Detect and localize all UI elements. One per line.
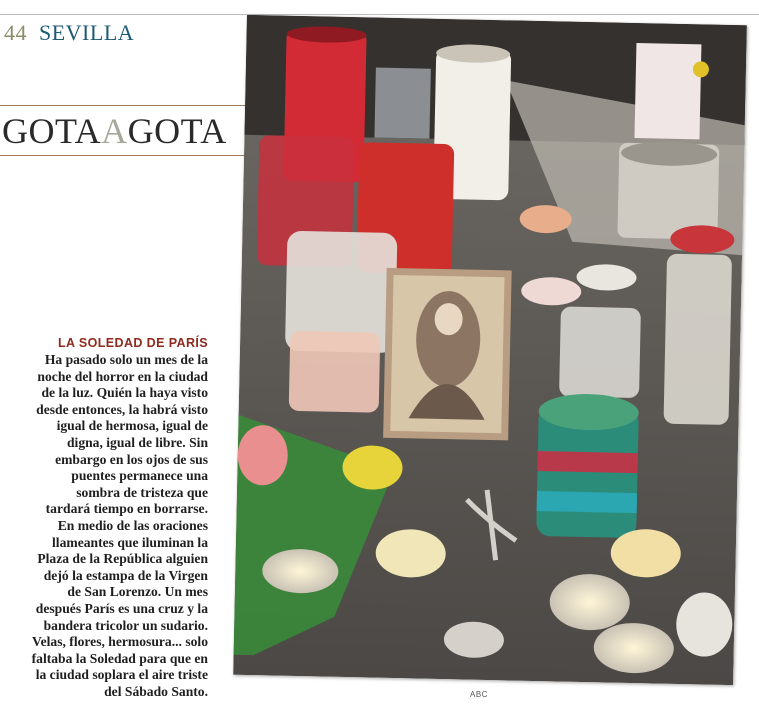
body-line: Ha pasado solo un mes de la bbox=[44, 352, 208, 367]
body-line: bandera tricolor un sudario. bbox=[43, 617, 208, 633]
body-line: En medio de las oraciones bbox=[57, 517, 208, 533]
candles-illustration bbox=[233, 15, 747, 685]
body-line: digna, igual de libre. Sin bbox=[66, 434, 208, 450]
photo-credit: ABC bbox=[470, 690, 488, 699]
column-title-middle: A bbox=[101, 111, 128, 151]
body-line: Velas, flores, hermosura... solo bbox=[32, 634, 208, 650]
body-line: después París es una cruz y la bbox=[35, 600, 208, 616]
body-line: embargo en los ojos de sus bbox=[55, 451, 208, 467]
body-line: desde entonces, la habrá visto bbox=[36, 401, 208, 417]
column-title-end: GOTA bbox=[127, 111, 227, 151]
section-name: SEVILLA bbox=[39, 20, 135, 45]
body-line: de la luz. Quién la haya visto bbox=[41, 385, 208, 401]
article bbox=[0, 336, 208, 700]
body-line: llameantes que iluminan la bbox=[52, 534, 208, 550]
column-title-start: GOTA bbox=[2, 111, 102, 151]
body-line: faltaba la Soledad para que en bbox=[31, 650, 208, 666]
top-rule bbox=[0, 14, 759, 15]
body-line: igual de hermosa, igual de bbox=[56, 418, 208, 434]
page-header bbox=[4, 20, 134, 46]
column-rule-bottom bbox=[0, 155, 252, 156]
body-line: dejó la estampa de la Virgen bbox=[43, 567, 208, 583]
body-line: puentes permanece una bbox=[71, 468, 208, 484]
article-headline: LA SOLEDAD DE PARÍS bbox=[58, 336, 208, 350]
column-title bbox=[2, 110, 227, 152]
article-body bbox=[0, 352, 208, 700]
body-line: noche del horror en la ciudad bbox=[37, 368, 208, 384]
body-line: tardará tiempo en borrarse. bbox=[45, 501, 208, 517]
body-line: la ciudad soplara el aire triste bbox=[35, 667, 208, 683]
body-line: del Sábado Santo. bbox=[104, 683, 208, 699]
page-number: 44 bbox=[4, 20, 27, 45]
photo-candles-memorial bbox=[233, 15, 747, 685]
column-rule-top bbox=[0, 105, 252, 106]
body-line: sombra de tristeza que bbox=[76, 484, 208, 500]
body-line: Plaza de la República alguien bbox=[37, 551, 208, 567]
body-line: de San Lorenzo. Un mes bbox=[67, 584, 208, 600]
